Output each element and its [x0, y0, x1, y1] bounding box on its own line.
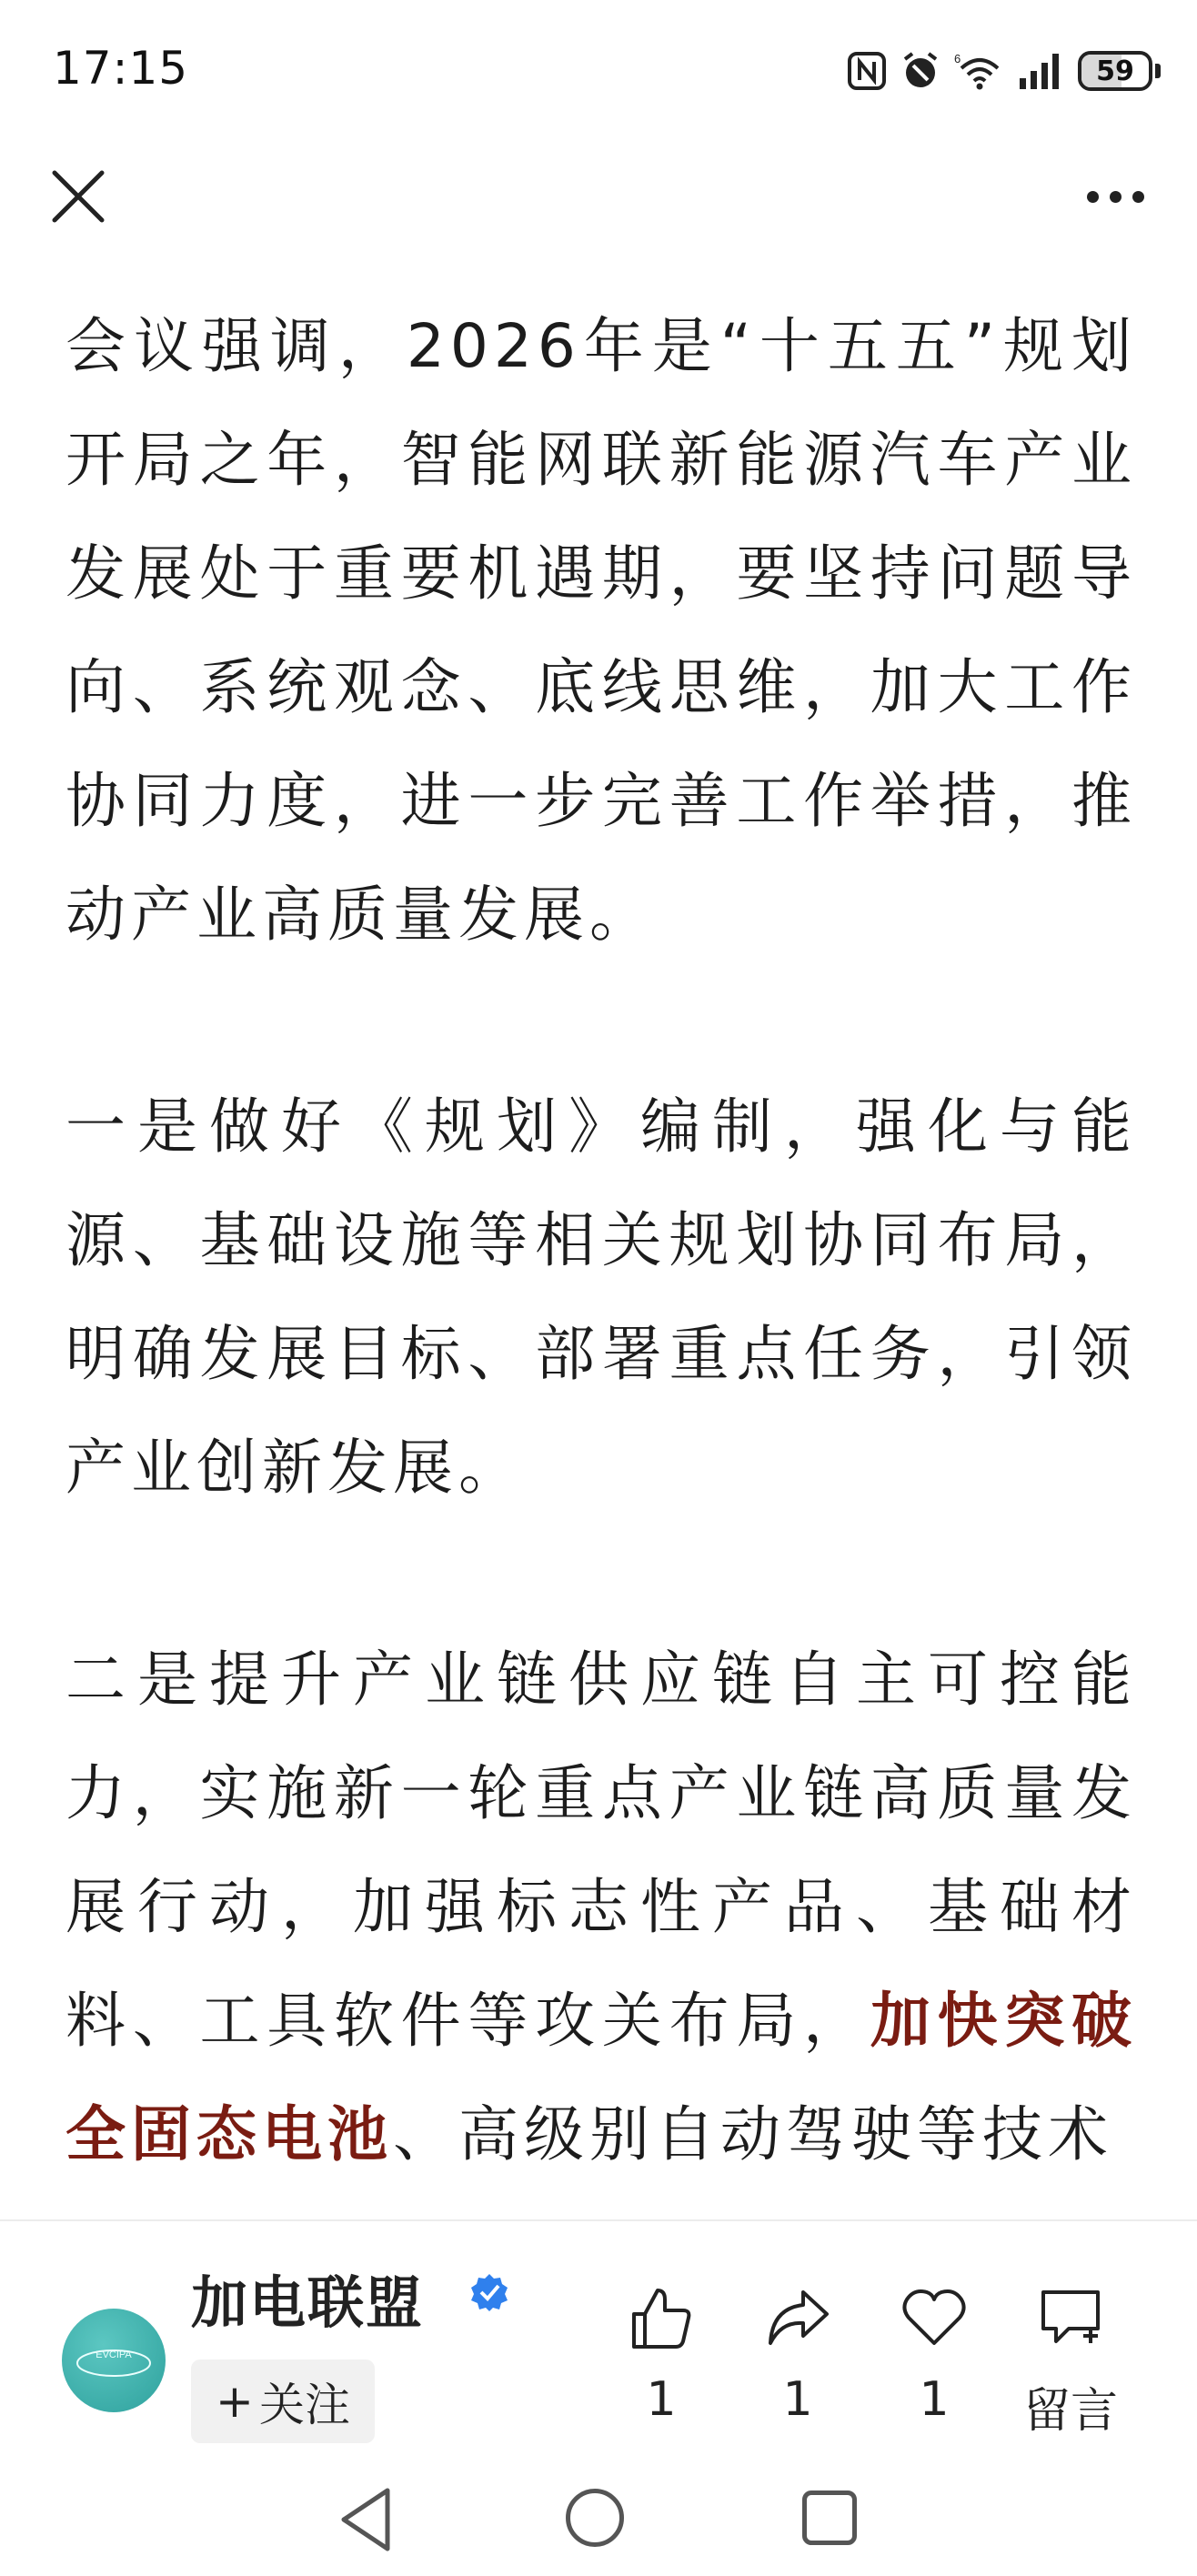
plus-icon: + — [216, 2375, 254, 2428]
follow-button[interactable] — [191, 2360, 375, 2443]
wifi-icon — [954, 50, 1005, 92]
nfc-icon — [847, 51, 887, 91]
heart-icon — [900, 2283, 969, 2352]
recent-apps-icon[interactable] — [802, 2490, 857, 2545]
verified-icon — [469, 2272, 509, 2312]
logo-icon — [62, 2309, 166, 2412]
alarm-icon — [900, 50, 941, 92]
favorite-button[interactable] — [884, 2283, 984, 2427]
system-nav-bar — [0, 2458, 1197, 2576]
battery-icon — [1078, 51, 1161, 91]
article-paragraph — [65, 1623, 1137, 2191]
comment-label: 留言 — [1022, 2384, 1118, 2439]
paragraph-text: 、高级别自动驾驶等技术 — [393, 2099, 1113, 2169]
svg-text:6: 6 — [954, 52, 961, 65]
battery-level: 59 — [1096, 55, 1134, 87]
more-icon — [1087, 191, 1099, 203]
svg-text:EVCIPA: EVCIPA — [96, 2350, 132, 2360]
close-icon — [49, 167, 107, 226]
close-button[interactable] — [44, 162, 113, 231]
author-name[interactable]: 加电联盟 — [191, 2269, 425, 2336]
comment-icon — [1036, 2283, 1105, 2352]
favorite-count: 1 — [919, 2372, 950, 2427]
status-icons — [847, 44, 1161, 98]
article-paragraph: 会议强调，2026年是“十五五”规划开局之年，智能网联新能源汽车产业发展处于重要机遇期，要坚持问题导向、系统观念、底线思维，加大工作协同力度，进一步完善工作举措，推动产业高质量发展。 — [65, 311, 1137, 950]
status-bar — [0, 0, 1197, 136]
paragraph-text: 二是提升产业链供应链自主可控能力，实施新一轮重点产业链高质量发展行动，加强标志性产品、基础材料、工具软件等攻关布局， — [65, 1645, 1137, 2056]
share-button[interactable] — [748, 2283, 848, 2427]
author-bar — [0, 2219, 1197, 2460]
follow-label: 关注 — [258, 2379, 350, 2431]
thumbs-up-icon — [627, 2283, 696, 2352]
home-icon[interactable] — [566, 2489, 624, 2547]
more-button[interactable] — [1070, 162, 1161, 231]
highlighted-text: 加快突破全固态电池 — [65, 1986, 1137, 2169]
share-icon — [763, 2283, 832, 2352]
comment-button[interactable] — [1021, 2283, 1121, 2440]
like-count: 1 — [646, 2372, 677, 2427]
back-icon[interactable] — [335, 2485, 398, 2554]
signal-icon — [1018, 51, 1065, 91]
avatar[interactable] — [62, 2309, 166, 2412]
like-button[interactable] — [611, 2283, 711, 2427]
article-paragraph: 一是做好《规划》编制，强化与能源、基础设施等相关规划协同布局，明确发展目标、部署重点任务，引领产业创新发展。 — [65, 1092, 1137, 1503]
article-body — [65, 289, 1137, 2209]
share-count: 1 — [782, 2372, 813, 2427]
top-nav — [0, 136, 1197, 255]
status-time: 17:15 — [53, 42, 189, 95]
